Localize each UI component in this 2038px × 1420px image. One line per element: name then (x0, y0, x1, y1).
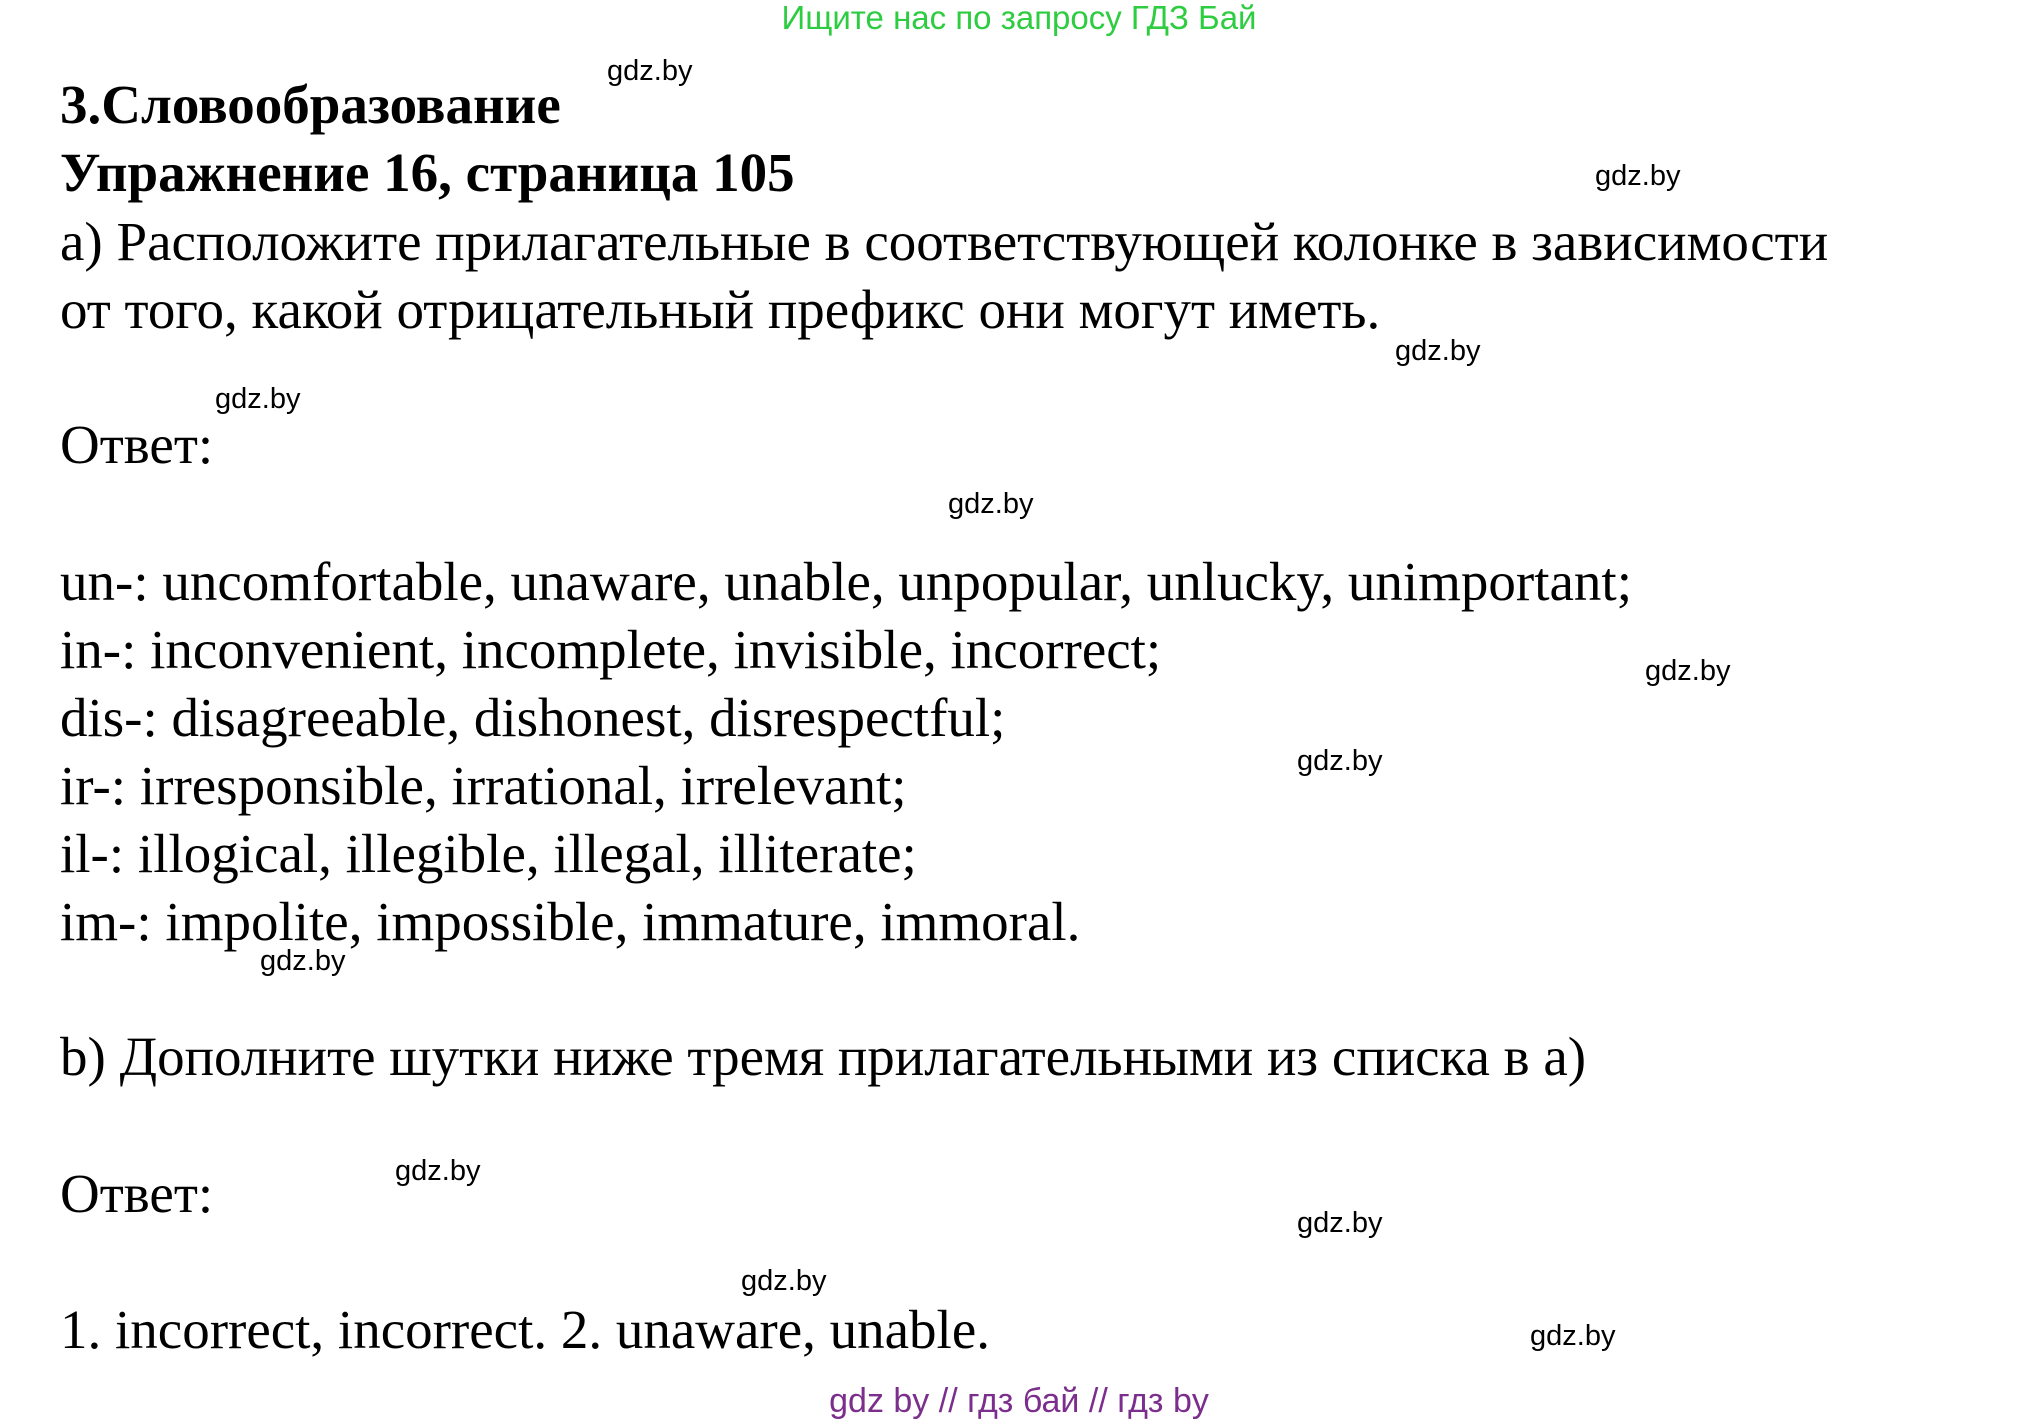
answer-a-line-il: il-: illogical, illegible, illegal, illiterate; (60, 823, 917, 884)
answer-a-line-im: im-: impolite, impossible, immature, immoral. (60, 891, 1081, 952)
task-a-line-1: a) Расположите прилагательные в соответствующей колонке в зависимости (60, 211, 1829, 272)
task-b: b) Дополните шутки ниже тремя прилагательными из списка в a) (60, 1026, 1587, 1087)
watermark: gdz.by (215, 383, 301, 415)
answer-a-line-dis: dis-: disagreeable, dishonest, disrespectful; (60, 687, 1006, 748)
exercise-title: Упражнение 16, страница 105 (60, 142, 795, 203)
section-title: 3.Словообразование (60, 74, 561, 135)
watermark: gdz.by (607, 55, 693, 87)
watermark: gdz.by (741, 1265, 827, 1297)
answer-b: 1. incorrect, incorrect. 2. unaware, unable. (60, 1299, 990, 1360)
answer-a-line-un: un-: uncomfortable, unaware, unable, unpopular, unlucky, unimportant; (60, 551, 1632, 612)
watermark: gdz.by (1297, 745, 1383, 777)
watermark: gdz.by (260, 945, 346, 977)
watermark: gdz.by (1645, 655, 1731, 687)
answer-a-line-in: in-: inconvenient, incomplete, invisible, incorrect; (60, 619, 1162, 680)
task-a-line-2: от того, какой отрицательный префикс они могут иметь. (60, 279, 1381, 340)
watermark: gdz.by (1297, 1207, 1383, 1239)
watermark: gdz.by (395, 1155, 481, 1187)
answer-label-b: Ответ: (60, 1163, 214, 1224)
top-banner: Ищите нас по запросу ГДЗ Бай (781, 0, 1257, 36)
watermark: gdz.by (1595, 160, 1681, 192)
watermark: gdz.by (1530, 1320, 1616, 1352)
footer-links[interactable]: gdz by // гдз бай // гдз by (829, 1382, 1209, 1420)
answer-label-a: Ответ: (60, 414, 214, 475)
watermark: gdz.by (948, 488, 1034, 520)
answer-a-line-ir: ir-: irresponsible, irrational, irrelevant; (60, 755, 907, 816)
watermark: gdz.by (1395, 335, 1481, 367)
